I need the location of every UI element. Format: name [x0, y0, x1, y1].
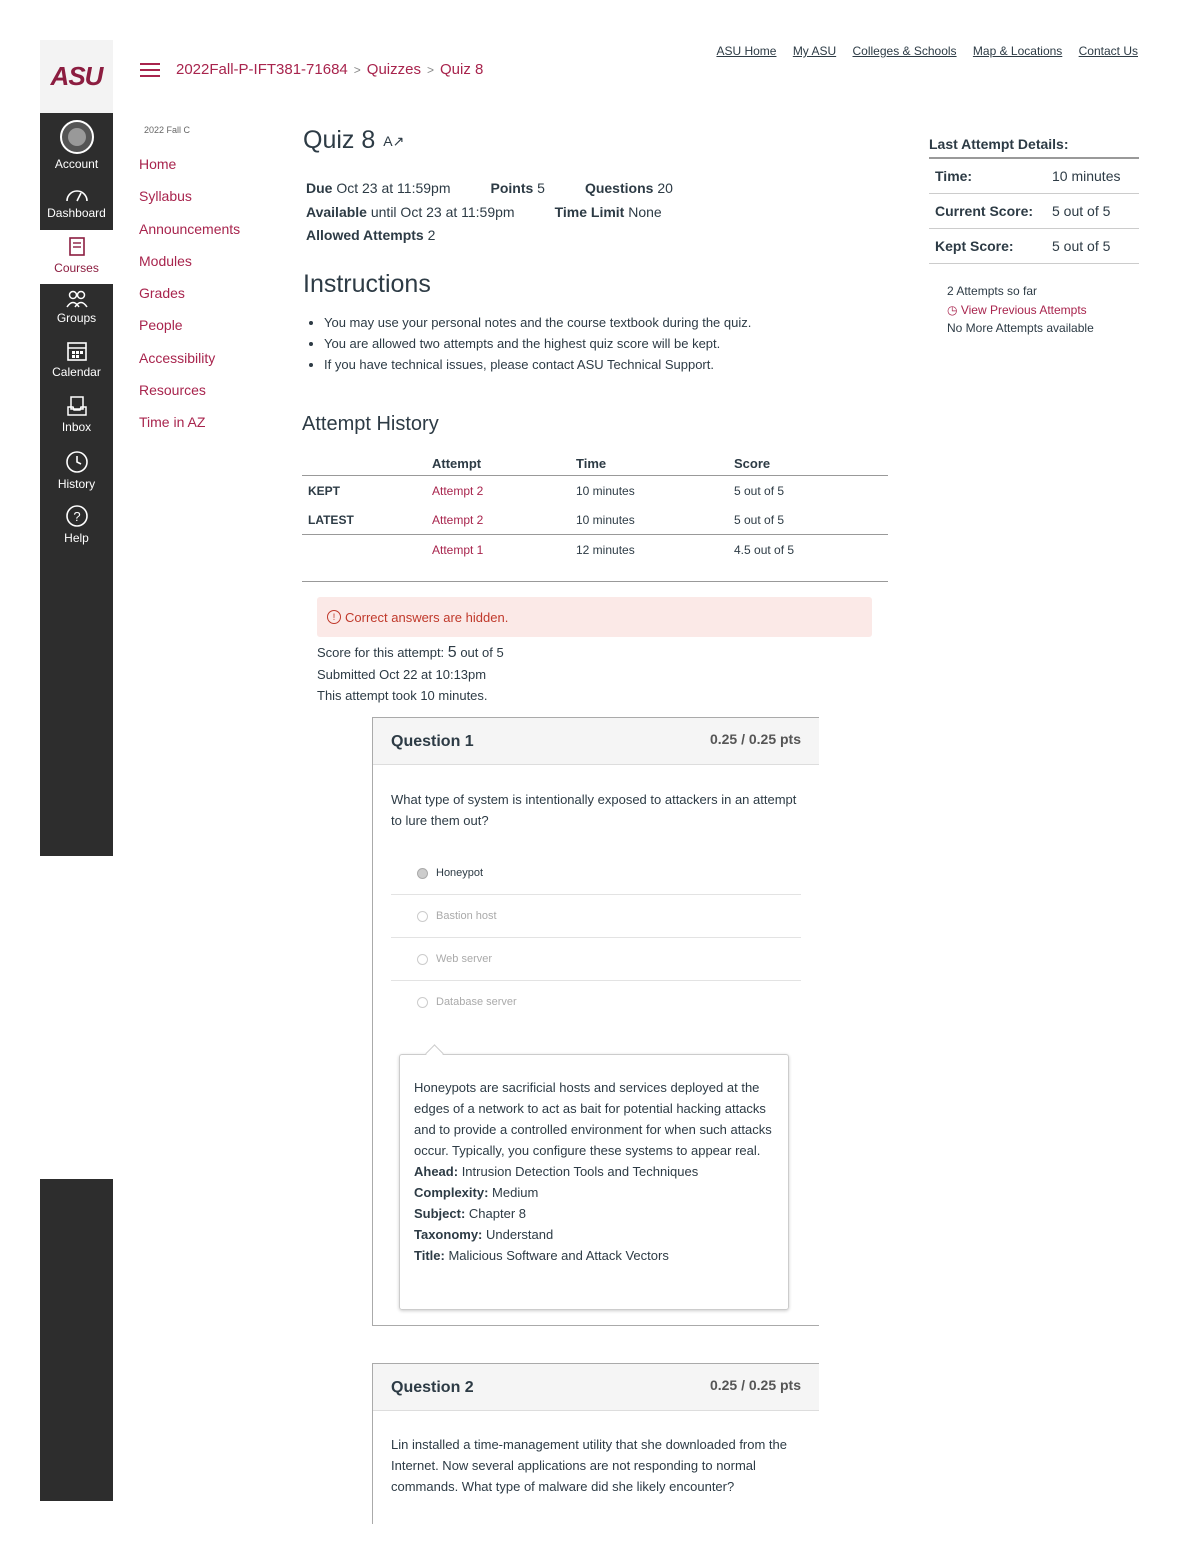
breadcrumb-quizzes[interactable]: Quizzes: [366, 61, 421, 78]
course-nav-time-in-az[interactable]: Time in AZ: [139, 414, 206, 431]
detail-row: Current Score: 5 out of 5: [929, 194, 1139, 229]
link-asu-home[interactable]: ASU Home: [716, 44, 777, 58]
warning-icon: !: [327, 610, 341, 624]
answer-option-selected: Honeypot: [391, 852, 801, 895]
radio-icon: [417, 911, 428, 922]
table-row: KEPT Attempt 2 10 minutes 5 out of 5: [308, 483, 785, 498]
immersive-reader-icon[interactable]: A↗: [383, 132, 405, 149]
answer-option: Web server: [391, 938, 801, 981]
instruction-item: • If you have technical issues, please contact ASU Technical Support.: [324, 354, 751, 375]
page-title: Quiz 8 A↗: [303, 126, 405, 154]
answer-explanation: Honeypots are sacrificial hosts and services deployed at the edges of a network to act as bait for potential hacking attacks and to provide a controlled environment for when such attacks occur. Typically, you configure these systems to appear real. Ahead: Intrusion Detection Tools and Techniques Complexity: Medium Subject: Chapter 8 Taxonomy: Understand Title: Malicious Software and Attack Vectors: [399, 1054, 789, 1310]
radio-icon: [417, 997, 428, 1008]
clock-icon: ◷: [947, 302, 958, 317]
radio-icon: [417, 954, 428, 965]
nav-dashboard[interactable]: Dashboard: [40, 185, 113, 220]
nav-help[interactable]: ? Help: [40, 504, 113, 545]
global-nav: [40, 40, 113, 856]
history-icon: [65, 450, 89, 474]
nav-inbox[interactable]: Inbox: [40, 395, 113, 434]
question-card: [372, 717, 819, 1326]
instruction-item: • You may use your personal notes and the course textbook during the quiz.: [324, 312, 751, 333]
no-more-attempts: No More Attempts available: [947, 321, 1094, 335]
view-previous-attempts-link[interactable]: ◷ View Previous Attempts: [947, 302, 1087, 317]
course-menu-toggle[interactable]: [140, 63, 160, 81]
inbox-icon: [66, 395, 88, 417]
table-row: Attempt 1 12 minutes 4.5 out of 5: [432, 542, 795, 557]
help-icon: [65, 504, 89, 528]
answer-option: Bastion host: [391, 895, 801, 938]
breadcrumb-course[interactable]: 2022Fall-P-IFT381-71684: [176, 61, 348, 78]
course-nav-people[interactable]: People: [139, 317, 183, 334]
dashboard-icon: [65, 185, 89, 203]
question-title: Question 1: [391, 733, 474, 750]
link-contact-us[interactable]: Contact Us: [1078, 44, 1138, 58]
nav-calendar[interactable]: Calendar: [40, 340, 113, 379]
link-map-locations[interactable]: Map & Locations: [972, 44, 1063, 58]
instruction-item: • You are allowed two attempts and the highest quiz score will be kept.: [324, 333, 751, 354]
courses-icon: [67, 236, 87, 258]
course-nav-accessibility[interactable]: Accessibility: [139, 349, 216, 366]
attempt-link[interactable]: Attempt 2: [432, 512, 484, 527]
attempt-link[interactable]: Attempt 2: [432, 483, 484, 498]
course-nav-announcements[interactable]: Announcements: [139, 220, 241, 237]
svg-text:?: ?: [72, 509, 81, 524]
answer-list: [391, 852, 801, 1023]
global-nav-lower: [40, 1179, 113, 1501]
attempts-count: 2 Attempts so far: [947, 284, 1038, 298]
answers-hidden-alert: ! Correct answers are hidden.: [317, 597, 872, 637]
table-row: LATEST Attempt 2 10 minutes 5 out of 5: [302, 505, 888, 535]
attempt-link[interactable]: Attempt 1: [432, 542, 484, 557]
link-colleges-schools[interactable]: Colleges & Schools: [852, 44, 957, 58]
detail-row: Time: 10 minutes: [929, 159, 1139, 194]
course-term: 2022 Fall C: [144, 125, 191, 135]
account-avatar-icon: [60, 120, 94, 154]
detail-row: Kept Score: 5 out of 5: [929, 229, 1139, 264]
breadcrumb: 2022Fall-P-IFT381-71684 > Quizzes > Quiz 8: [176, 61, 484, 78]
nav-courses[interactable]: Courses: [40, 230, 113, 284]
question-text: Lin installed a time-management utility that she downloaded from the Internet. Now several applications are not responding to normal commands. What type of malware did she likely encounter?: [391, 1437, 787, 1494]
instructions-list: [310, 312, 751, 375]
question-points: 0.25 / 0.25 pts: [709, 731, 801, 747]
radio-selected-icon: [417, 868, 428, 879]
top-links: [703, 44, 1138, 58]
attempt-history-table: Attempt Time Score KEPT Attempt 2 10 minutes 5 out of 5 LATEST Attempt 2 10 minutes 5 out of 5 Attempt 1 12 minutes 4.5 out of 5: [302, 452, 888, 564]
course-nav-resources[interactable]: Resources: [139, 382, 206, 399]
attempt-history-heading: Attempt History: [302, 413, 439, 435]
last-attempt-details: [929, 136, 1139, 338]
breadcrumb-current: Quiz 8: [439, 61, 484, 78]
asu-logo[interactable]: ASU: [40, 40, 113, 113]
nav-history[interactable]: History: [40, 450, 113, 491]
nav-account[interactable]: Account: [40, 120, 113, 171]
nav-groups[interactable]: Groups: [40, 290, 113, 325]
question-card: [372, 1363, 819, 1524]
sidebar-heading: Last Attempt Details:: [929, 136, 1139, 159]
link-my-asu[interactable]: My ASU: [792, 44, 837, 58]
groups-icon: [65, 290, 89, 308]
question-title: Question 2: [391, 1379, 474, 1396]
quiz-meta: Due Oct 23 at 11:59pm Points 5 Questions 20 Available until Oct 23 at 11:59pm Time Limit None Allowed Attempts 2: [306, 180, 673, 243]
answer-option: Database server: [391, 981, 801, 1023]
course-nav-modules[interactable]: Modules: [139, 252, 192, 269]
course-nav-grades[interactable]: Grades: [139, 285, 185, 302]
instructions-heading: Instructions: [303, 270, 431, 298]
question-points: 0.25 / 0.25 pts: [709, 1377, 801, 1393]
course-nav: [139, 156, 240, 447]
divider: [302, 581, 888, 582]
attempt-info: Score for this attempt: 5 out of 5 Submitted Oct 22 at 10:13pm This attempt took 10 minutes.: [317, 644, 504, 703]
course-nav-home[interactable]: Home: [139, 156, 177, 172]
course-nav-syllabus[interactable]: Syllabus: [139, 188, 192, 205]
calendar-icon: [66, 340, 88, 362]
question-text: What type of system is intentionally exposed to attackers in an attempt to lure them out?: [391, 792, 797, 828]
